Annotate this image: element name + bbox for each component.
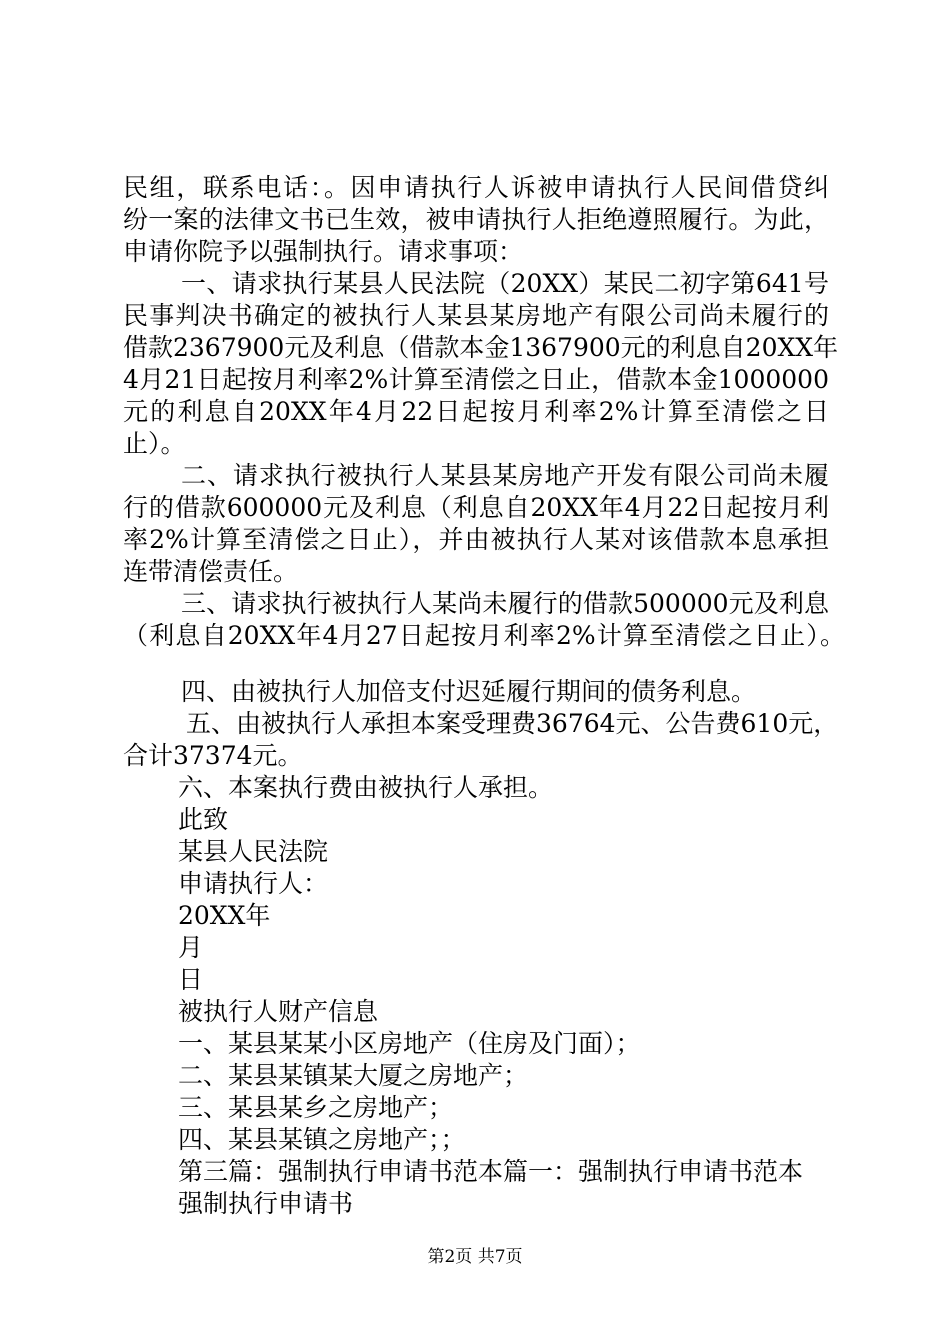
document-title: 强制执行申请书 [178, 1189, 354, 1218]
page-number: 第2页 共7页 [427, 1247, 523, 1267]
property-item: 四、某县某镇之房地产；； [178, 1125, 466, 1154]
text-line: （利息自20XX年4月27日起按月利率2%计算至清偿之日止）。 [123, 621, 845, 650]
text-line: 一、请求执行某县人民法院（20XX）某民二初字第641号 [181, 269, 829, 298]
property-item: 二、某县某镇某大厦之房地产； [178, 1061, 529, 1090]
text-line: 行的借款600000元及利息（利息自20XX年4月22日起按月利 [123, 493, 829, 522]
text-line: 五、由被执行人承担本案受理费36764元、公告费610元， [186, 709, 839, 738]
date-day: 日 [178, 965, 204, 994]
property-item: 三、某县某乡之房地产； [178, 1093, 454, 1122]
text-line: 二、请求执行被执行人某县某房地产开发有限公司尚未履 [181, 461, 829, 490]
closing-salutation: 此致 [178, 805, 229, 834]
text-line: 合计37374元。 [123, 741, 303, 770]
text-line: 三、请求执行被执行人某尚未履行的借款500000元及利息 [181, 589, 829, 618]
text-line: 率2%计算至清偿之日止），并由被执行人某对该借款本息承担 [123, 525, 829, 554]
court-name: 某县人民法院 [178, 837, 329, 866]
text-line: 申请你院予以强制执行。请求事项： [123, 237, 524, 266]
text-line: 止）。 [123, 429, 186, 458]
text-line: 借款2367900元及利息（借款本金1367900元的利息自20XX年 [123, 333, 839, 362]
text-line: 四、由被执行人加倍支付迟延履行期间的债务利息。 [181, 677, 757, 706]
text-line: 连带清偿责任。 [123, 557, 299, 586]
applicant-label: 申请执行人： [178, 869, 329, 898]
text-line: 元的利息自20XX年4月22日起按月利率2%计算至清偿之日 [123, 397, 829, 426]
property-title: 被执行人财产信息 [178, 997, 379, 1026]
section-heading: 第三篇：强制执行申请书范本篇一：强制执行申请书范本 [178, 1157, 804, 1186]
text-line: 4月21日起按月利率2%计算至清偿之日止，借款本金1000000 [123, 365, 829, 394]
text-line: 纷一案的法律文书已生效，被申请执行人拒绝遵照履行。为此， [123, 205, 829, 234]
text-line: 民组，联系电话：。因申请执行人诉被申请执行人民间借贷纠 [123, 173, 829, 202]
text-line: 六、本案执行费由被执行人承担。 [178, 773, 554, 802]
date-year: 20XX年 [178, 901, 271, 930]
property-item: 一、某县某某小区房地产（住房及门面）； [178, 1029, 641, 1058]
date-month: 月 [178, 933, 204, 962]
text-line: 民事判决书确定的被执行人某县某房地产有限公司尚未履行的 [123, 301, 829, 330]
